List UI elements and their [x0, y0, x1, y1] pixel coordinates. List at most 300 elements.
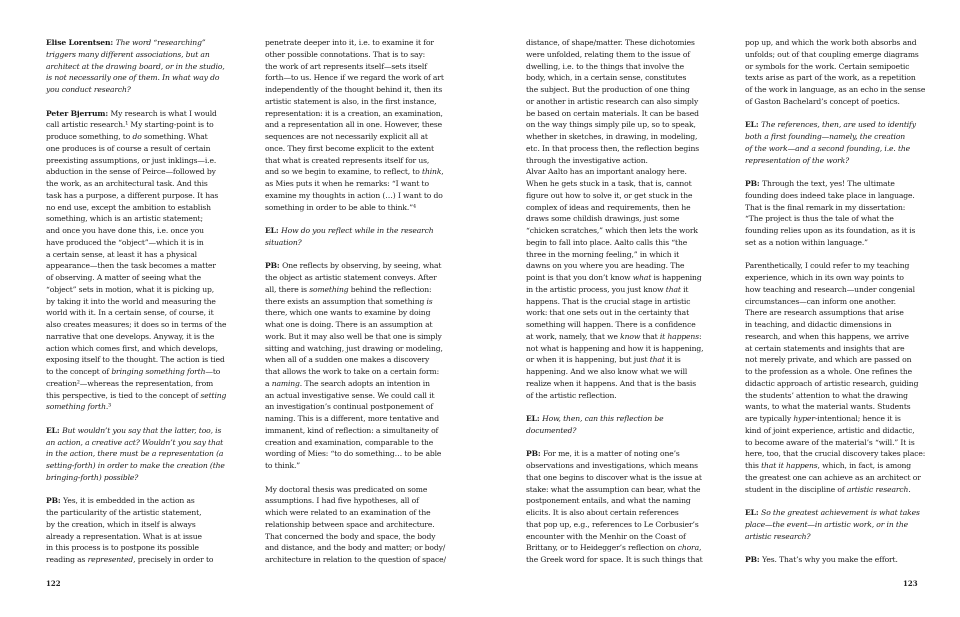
- text-line: [265, 72, 475, 84]
- text-line: [46, 155, 256, 167]
- italic-text: naming: [271, 378, 300, 388]
- text-run: what one is doing. There is an assumption at: [265, 320, 433, 329]
- text-run: artistic statement is also, in the first instance,: [265, 96, 437, 106]
- text-line: [526, 143, 736, 155]
- text-line: [526, 249, 736, 261]
- text-run: dawns on you where you are heading. The: [526, 261, 685, 271]
- text-line: [46, 542, 256, 554]
- text-run: which were related to an examination of the: [265, 508, 431, 517]
- text-run: an investigation’s continual postponement of: [265, 402, 434, 412]
- italic-text: architect at the drawing board, or in the studio,: [46, 61, 225, 71]
- text-run: this: [745, 461, 762, 470]
- text-run: is happening: [651, 273, 702, 282]
- text-line: [526, 213, 736, 225]
- text-line: [745, 178, 955, 190]
- text-run: narrative that one develops. Anyway, it is the: [46, 331, 215, 341]
- text-run: etc. In that process then, the reflection begins: [526, 143, 700, 153]
- text-run: the subject. But the production of one thing: [526, 85, 690, 94]
- text-line: [46, 401, 256, 413]
- text-line: [265, 61, 475, 73]
- paragraph-gap: [265, 249, 475, 261]
- text-line: [526, 237, 736, 249]
- text-line: [265, 319, 475, 331]
- text-run: by taking it into the world and measuring the: [46, 296, 216, 306]
- text-line: [265, 425, 475, 437]
- text-line: [526, 61, 736, 73]
- text-run: begin to fall into place. Aalto calls this “the: [526, 237, 688, 247]
- text-line: [265, 401, 475, 413]
- speaker-label: PB:: [46, 496, 64, 506]
- text-line: [46, 108, 256, 120]
- text-run: stake: what the assumption can bear, what the: [526, 484, 701, 494]
- text-run: already a representation. What is at issue: [46, 531, 202, 541]
- italic-text: think: [422, 167, 442, 177]
- text-line: [265, 296, 475, 308]
- text-line: [526, 343, 736, 355]
- text-line: [265, 460, 475, 472]
- text-run: student in the discipline of: [745, 484, 847, 494]
- italic-text: How do you reflect while in the research: [281, 226, 434, 235]
- text-run: at work, namely, that we: [526, 331, 621, 341]
- italic-text: in the action, there must be a representation (a: [46, 449, 224, 459]
- text-line: [46, 272, 256, 284]
- text-run: in this process is to postpone its possible: [46, 543, 199, 553]
- speaker-label: Peter Bjerrum:: [46, 108, 111, 118]
- text-line: [745, 119, 955, 131]
- text-line: [265, 272, 475, 284]
- text-run: “chicken scratches,” which then lets the work: [526, 226, 698, 235]
- text-line: [46, 319, 256, 331]
- text-run: once. They first become explicit to the extent: [265, 143, 434, 153]
- text-run: distance, of shape/matter. These dichotomies: [526, 38, 695, 47]
- text-run: texts arise as part of the work, as a repetition: [745, 73, 916, 83]
- text-run: My doctoral thesis was predicated on some: [265, 484, 428, 494]
- text-line: [46, 237, 256, 249]
- text-run: preexisting assumptions, or just inklings—i.e.: [46, 155, 217, 165]
- text-run: research, and when this happens, we arrive: [745, 331, 909, 341]
- speaker-label: PB:: [745, 555, 763, 564]
- text-line: [526, 519, 736, 531]
- text-line: [265, 37, 475, 49]
- italic-text: The references, then, are used to identify: [761, 120, 916, 130]
- text-line: [46, 460, 256, 472]
- text-run: and a representation all in one. However, these: [265, 120, 443, 130]
- text-run: the greatest one can achieve as an architect or: [745, 472, 921, 482]
- text-line: [526, 507, 736, 519]
- text-line: [265, 531, 475, 543]
- text-line: [265, 413, 475, 425]
- text-line: [745, 225, 955, 237]
- text-line: [265, 260, 475, 272]
- text-run: it: [680, 284, 689, 294]
- speaker-label: EL:: [46, 425, 63, 435]
- text-run: were unfolded, relating them to the issue of: [526, 49, 690, 59]
- text-run: not what is happening and how it is happening,: [526, 343, 704, 353]
- text-run: and distance, and the body and matter; or body/: [265, 543, 446, 553]
- text-line: [265, 284, 475, 296]
- text-run: .: [908, 484, 911, 494]
- text-run: circumstances—can inform one another.: [745, 296, 896, 306]
- text-line: [265, 131, 475, 143]
- text-run: something will happen. There is a confidence: [526, 320, 696, 329]
- italic-text: But wouldn’t you say that the latter, too, is: [62, 425, 222, 435]
- text-line: [526, 166, 736, 178]
- text-run: as Mies puts it when he remarks: “I want to: [265, 179, 429, 188]
- text-run: , precisely in order to: [133, 555, 214, 564]
- text-run: didactic approach of artistic research, guiding: [745, 378, 919, 388]
- text-line: [745, 531, 955, 543]
- text-line: [745, 354, 955, 366]
- text-run: work. But it may also well be that one is simply: [265, 331, 442, 341]
- text-line: [46, 84, 256, 96]
- page-number-right: 123: [903, 579, 918, 588]
- text-line: [265, 366, 475, 378]
- text-line: [745, 84, 955, 96]
- text-run: to think.”: [265, 461, 300, 470]
- text-run: the Greek word for space. It is such things that: [526, 555, 703, 564]
- paragraph-gap: [265, 213, 475, 225]
- speaker-label: Elise Lorentsen:: [46, 38, 116, 47]
- page-number-left: 122: [46, 579, 61, 588]
- text-run: when all of a sudden one makes a discovery: [265, 355, 430, 365]
- italic-text: you conduct research?: [46, 85, 131, 94]
- text-line: [46, 331, 256, 343]
- text-line: [46, 554, 256, 566]
- italic-text: know: [620, 331, 641, 341]
- text-line: [745, 484, 955, 496]
- text-run: “object” sets in motion, what it is picking up,: [46, 284, 215, 294]
- text-run: That concerned the body and space, the body: [265, 531, 436, 541]
- paragraph-gap: [745, 108, 955, 120]
- text-line: [745, 190, 955, 202]
- text-run: to the profession as a whole. One refines the: [745, 367, 912, 376]
- text-line: [745, 307, 955, 319]
- text-line: [526, 272, 736, 284]
- italic-text: documented?: [526, 425, 577, 435]
- italic-text: artistic research: [846, 484, 909, 494]
- text-line: [46, 61, 256, 73]
- text-run: in the artistic process, you just know: [526, 284, 666, 294]
- text-run: action which comes first, and which develops,: [46, 343, 218, 353]
- text-run: For me, it is a matter of noting one’s: [543, 449, 680, 459]
- text-line: [46, 296, 256, 308]
- text-line: [526, 354, 736, 366]
- text-run: appearance—then the task becomes a matter: [46, 261, 216, 271]
- text-run: be based on certain materials. It can be based: [526, 108, 699, 118]
- text-line: [265, 84, 475, 96]
- text-run: on the way things simply pile up, so to speak,: [526, 120, 696, 130]
- speaker-label: PB:: [745, 179, 763, 188]
- text-run: or when it is happening, but just: [526, 355, 650, 365]
- text-run: that one begins to discover what is the issue at: [526, 472, 702, 482]
- text-run: sitting and watching, just drawing or modeling,: [265, 343, 443, 353]
- speaker-label: PB:: [526, 449, 544, 459]
- paragraph-gap: [745, 495, 955, 507]
- text-line: [265, 495, 475, 507]
- italic-text: something: [309, 284, 349, 294]
- text-line: [745, 72, 955, 84]
- text-line: [745, 213, 955, 225]
- text-run: founding does indeed take place in language.: [745, 190, 915, 200]
- text-run: the work of art represents itself—sets itself: [265, 61, 427, 71]
- text-line: [265, 190, 475, 202]
- text-line: [526, 495, 736, 507]
- text-run: work: that one sets out in the certainty that: [526, 308, 689, 318]
- speaker-label: EL:: [265, 226, 282, 235]
- text-line: [265, 143, 475, 155]
- text-line: [526, 331, 736, 343]
- text-line: [526, 37, 736, 49]
- text-run: penetrate deeper into it, i.e. to examine it for: [265, 38, 434, 47]
- text-line: [745, 519, 955, 531]
- text-run: whether in sketches, in drawing, in modeling,: [526, 132, 698, 141]
- text-line: [745, 343, 955, 355]
- text-run: Through the text, yes! The ultimate: [762, 179, 895, 188]
- text-line: [265, 225, 475, 237]
- text-run: here, too, that the crucial discovery takes place:: [745, 449, 926, 459]
- text-run: there exists an assumption that something: [265, 296, 427, 306]
- text-run: founding relies upon as its foundation, as it is: [745, 226, 916, 235]
- text-run: are typically: [745, 414, 794, 423]
- text-line: [745, 554, 955, 566]
- text-line: [745, 155, 955, 167]
- text-run: -intentional; hence it is: [814, 414, 901, 423]
- italic-text: represented: [87, 555, 134, 564]
- speaker-label: EL:: [745, 120, 762, 130]
- text-line: [46, 531, 256, 543]
- text-run: the students’ attention to what the drawing: [745, 390, 908, 400]
- text-run: that allows the work to take on a certain form:: [265, 367, 440, 376]
- text-run: .³: [105, 402, 112, 412]
- paragraph-gap: [745, 166, 955, 178]
- italic-text: chora: [677, 543, 699, 553]
- paragraph-gap: [745, 542, 955, 554]
- text-line: [265, 378, 475, 390]
- text-run: architecture in relation to the question of space/: [265, 555, 446, 564]
- text-line: [46, 519, 256, 531]
- text-run: the work, as an architectural task. And this: [46, 179, 208, 188]
- text-run: creation²—whereas the representation, from: [46, 378, 214, 388]
- text-line: [745, 319, 955, 331]
- text-run: :: [698, 331, 702, 341]
- paragraph-gap: [46, 96, 256, 108]
- text-line: [745, 96, 955, 108]
- italic-text: So the greatest achievement is what takes: [761, 508, 920, 517]
- text-line: [265, 343, 475, 355]
- italic-text: triggers many different associations, but an: [46, 49, 210, 59]
- text-line: [46, 284, 256, 296]
- text-line: [745, 507, 955, 519]
- text-line: [46, 131, 256, 143]
- text-run: assumptions. I had five hypotheses, all of: [265, 496, 419, 506]
- text-run: body, which, in a certain sense, constitutes: [526, 73, 687, 83]
- text-run: kind of joint experience, artistic and didactic,: [745, 425, 915, 435]
- italic-text: The word “researching”: [115, 38, 206, 47]
- text-line: [526, 554, 736, 566]
- text-run: Parenthetically, I could refer to my teaching: [745, 261, 910, 271]
- text-run: figure out how to solve it, or get stuck in the: [526, 190, 693, 200]
- text-line: [745, 37, 955, 49]
- text-line: [526, 284, 736, 296]
- text-line: [265, 108, 475, 120]
- text-run: not merely private, and which are passed on: [745, 355, 912, 365]
- text-run: to the concept of: [46, 367, 112, 376]
- text-line: [46, 448, 256, 460]
- text-column-3: [526, 37, 736, 566]
- text-run: Alvar Aalto has an important analogy here.: [526, 167, 687, 177]
- text-line: [265, 507, 475, 519]
- text-line: [46, 507, 256, 519]
- text-run: representation: it is a creation, an examination,: [265, 108, 443, 118]
- text-run: and so we begin to examine, to reflect, to: [265, 167, 423, 177]
- text-line: [526, 448, 736, 460]
- text-run: of Gaston Bachelard’s concept of poetics.: [745, 96, 900, 106]
- text-run: behind the reflection:: [348, 284, 432, 294]
- text-run: in teaching, and didactic dimensions in: [745, 320, 892, 329]
- text-run: how teaching and research—under congenial: [745, 284, 915, 294]
- text-run: there, which one wants to examine by doing: [265, 308, 431, 318]
- text-line: [265, 155, 475, 167]
- text-run: draws some childish drawings, just some: [526, 214, 680, 224]
- text-run: something, which is an artistic statement;: [46, 214, 203, 224]
- text-run: independently of the thought behind it, then its: [265, 85, 443, 94]
- text-line: [526, 260, 736, 272]
- text-run: immanent, kind of reflection: a simultaneity of: [265, 425, 439, 435]
- italic-text: setting: [200, 390, 227, 400]
- italic-text: something forth: [46, 402, 106, 412]
- italic-text: that: [649, 355, 665, 365]
- text-column-4: [745, 37, 955, 566]
- text-run: That is the final remark in my dissertation:: [745, 202, 906, 212]
- italic-text: hyper: [793, 414, 815, 423]
- text-line: [265, 331, 475, 343]
- speaker-label: PB:: [265, 261, 283, 271]
- paragraph-gap: [46, 413, 256, 425]
- text-run: that what is created represents itself for us,: [265, 155, 430, 165]
- text-run: produce something, to: [46, 132, 133, 141]
- text-line: [745, 331, 955, 343]
- text-line: [526, 484, 736, 496]
- text-run: point is that you don’t know: [526, 273, 633, 282]
- text-run: by the creation, which in itself is always: [46, 519, 196, 529]
- italic-text: that: [665, 284, 681, 294]
- text-run: three in the morning feeling,” in which it: [526, 249, 680, 259]
- text-run: encounter with the Menhir on the Coast of: [526, 531, 686, 541]
- text-line: [526, 108, 736, 120]
- text-run: one produces is of course a result of certain: [46, 143, 211, 153]
- text-run: elicits. It is also about certain references: [526, 508, 679, 517]
- text-run: examine my thoughts in action (…) I want to do: [265, 190, 443, 200]
- text-run: exposing itself to the thought. The action is tied: [46, 355, 225, 365]
- text-line: [526, 472, 736, 484]
- text-line: [46, 354, 256, 366]
- speaker-label: EL:: [745, 508, 762, 517]
- text-run: an actual investigative sense. We could call it: [265, 390, 435, 400]
- text-run: to become aware of the material’s “will.” It is: [745, 437, 915, 447]
- text-line: [745, 143, 955, 155]
- text-line: [265, 49, 475, 61]
- italic-text: it happens: [659, 331, 699, 341]
- italic-text: is: [426, 296, 433, 306]
- text-line: [745, 437, 955, 449]
- text-line: [46, 343, 256, 355]
- italic-text: representation of the work?: [745, 155, 850, 165]
- text-line: [46, 437, 256, 449]
- text-line: [526, 49, 736, 61]
- text-line: [526, 119, 736, 131]
- text-line: [46, 166, 256, 178]
- text-line: [46, 307, 256, 319]
- text-line: [526, 225, 736, 237]
- text-run: forth—to us. Hence if we regard the work of art: [265, 73, 444, 83]
- text-line: [745, 202, 955, 214]
- text-run: other possible connotations. That is to say:: [265, 49, 426, 59]
- text-run: Yes, it is embedded in the action as: [63, 496, 195, 506]
- text-line: [526, 366, 736, 378]
- text-run: happens. That is the crucial stage in artistic: [526, 296, 691, 306]
- text-run: One reflects by observing, by seeing, what: [282, 261, 442, 271]
- italic-text: place—the event—in artistic work, or in the: [745, 519, 908, 529]
- text-run: “The project is thus the tale of what the: [745, 214, 894, 224]
- text-run: unfolds; out of that coupling emerge diagrams: [745, 49, 919, 59]
- text-run: of the artistic reflection.: [526, 390, 617, 400]
- text-run: that: [640, 331, 660, 341]
- text-line: [526, 542, 736, 554]
- text-line: [46, 472, 256, 484]
- text-run: the object as artistic statement conveys. After: [265, 273, 437, 282]
- text-line: [46, 225, 256, 237]
- text-run: it is: [664, 355, 681, 365]
- text-run: , which, in fact, is among: [817, 461, 912, 470]
- text-line: [526, 155, 736, 167]
- text-line: [265, 390, 475, 402]
- text-run: creation and examination, comparable to the: [265, 437, 434, 447]
- text-line: [46, 178, 256, 190]
- text-line: [265, 307, 475, 319]
- text-line: [265, 166, 475, 178]
- text-line: [745, 61, 955, 73]
- speaker-label: EL:: [526, 414, 543, 423]
- text-run: ,: [441, 167, 444, 177]
- text-run: naming. This is a different, more tentative and: [265, 414, 439, 423]
- text-line: [46, 37, 256, 49]
- italic-text: bringing-forth) possible?: [46, 472, 139, 482]
- text-line: [526, 131, 736, 143]
- text-run: wording of Mies: “to do something… to be able: [265, 449, 442, 459]
- text-run: or symbols for the work. Certain semipoetic: [745, 61, 910, 71]
- text-line: [526, 319, 736, 331]
- text-line: [265, 119, 475, 131]
- text-line: [46, 72, 256, 84]
- text-line: [745, 49, 955, 61]
- text-line: [46, 378, 256, 390]
- text-run: through the investigative action.: [526, 155, 648, 165]
- text-run: —to: [205, 367, 221, 376]
- text-run: set as a notion within language.”: [745, 237, 868, 247]
- text-line: [745, 260, 955, 272]
- italic-text: of the work—and a second founding, i.e. the: [745, 143, 911, 153]
- text-run: no end use, except the ambition to establish: [46, 202, 211, 212]
- text-line: [526, 202, 736, 214]
- text-line: [265, 554, 475, 566]
- italic-text: setting-forth) in order to make the creation (the: [46, 461, 225, 470]
- text-line: [526, 425, 736, 437]
- italic-text: an action, a creative act? Wouldn’t you say that: [46, 437, 224, 447]
- italic-text: both a first founding—namely, the creation: [745, 132, 906, 141]
- text-line: [526, 84, 736, 96]
- text-line: [46, 202, 256, 214]
- text-line: [745, 296, 955, 308]
